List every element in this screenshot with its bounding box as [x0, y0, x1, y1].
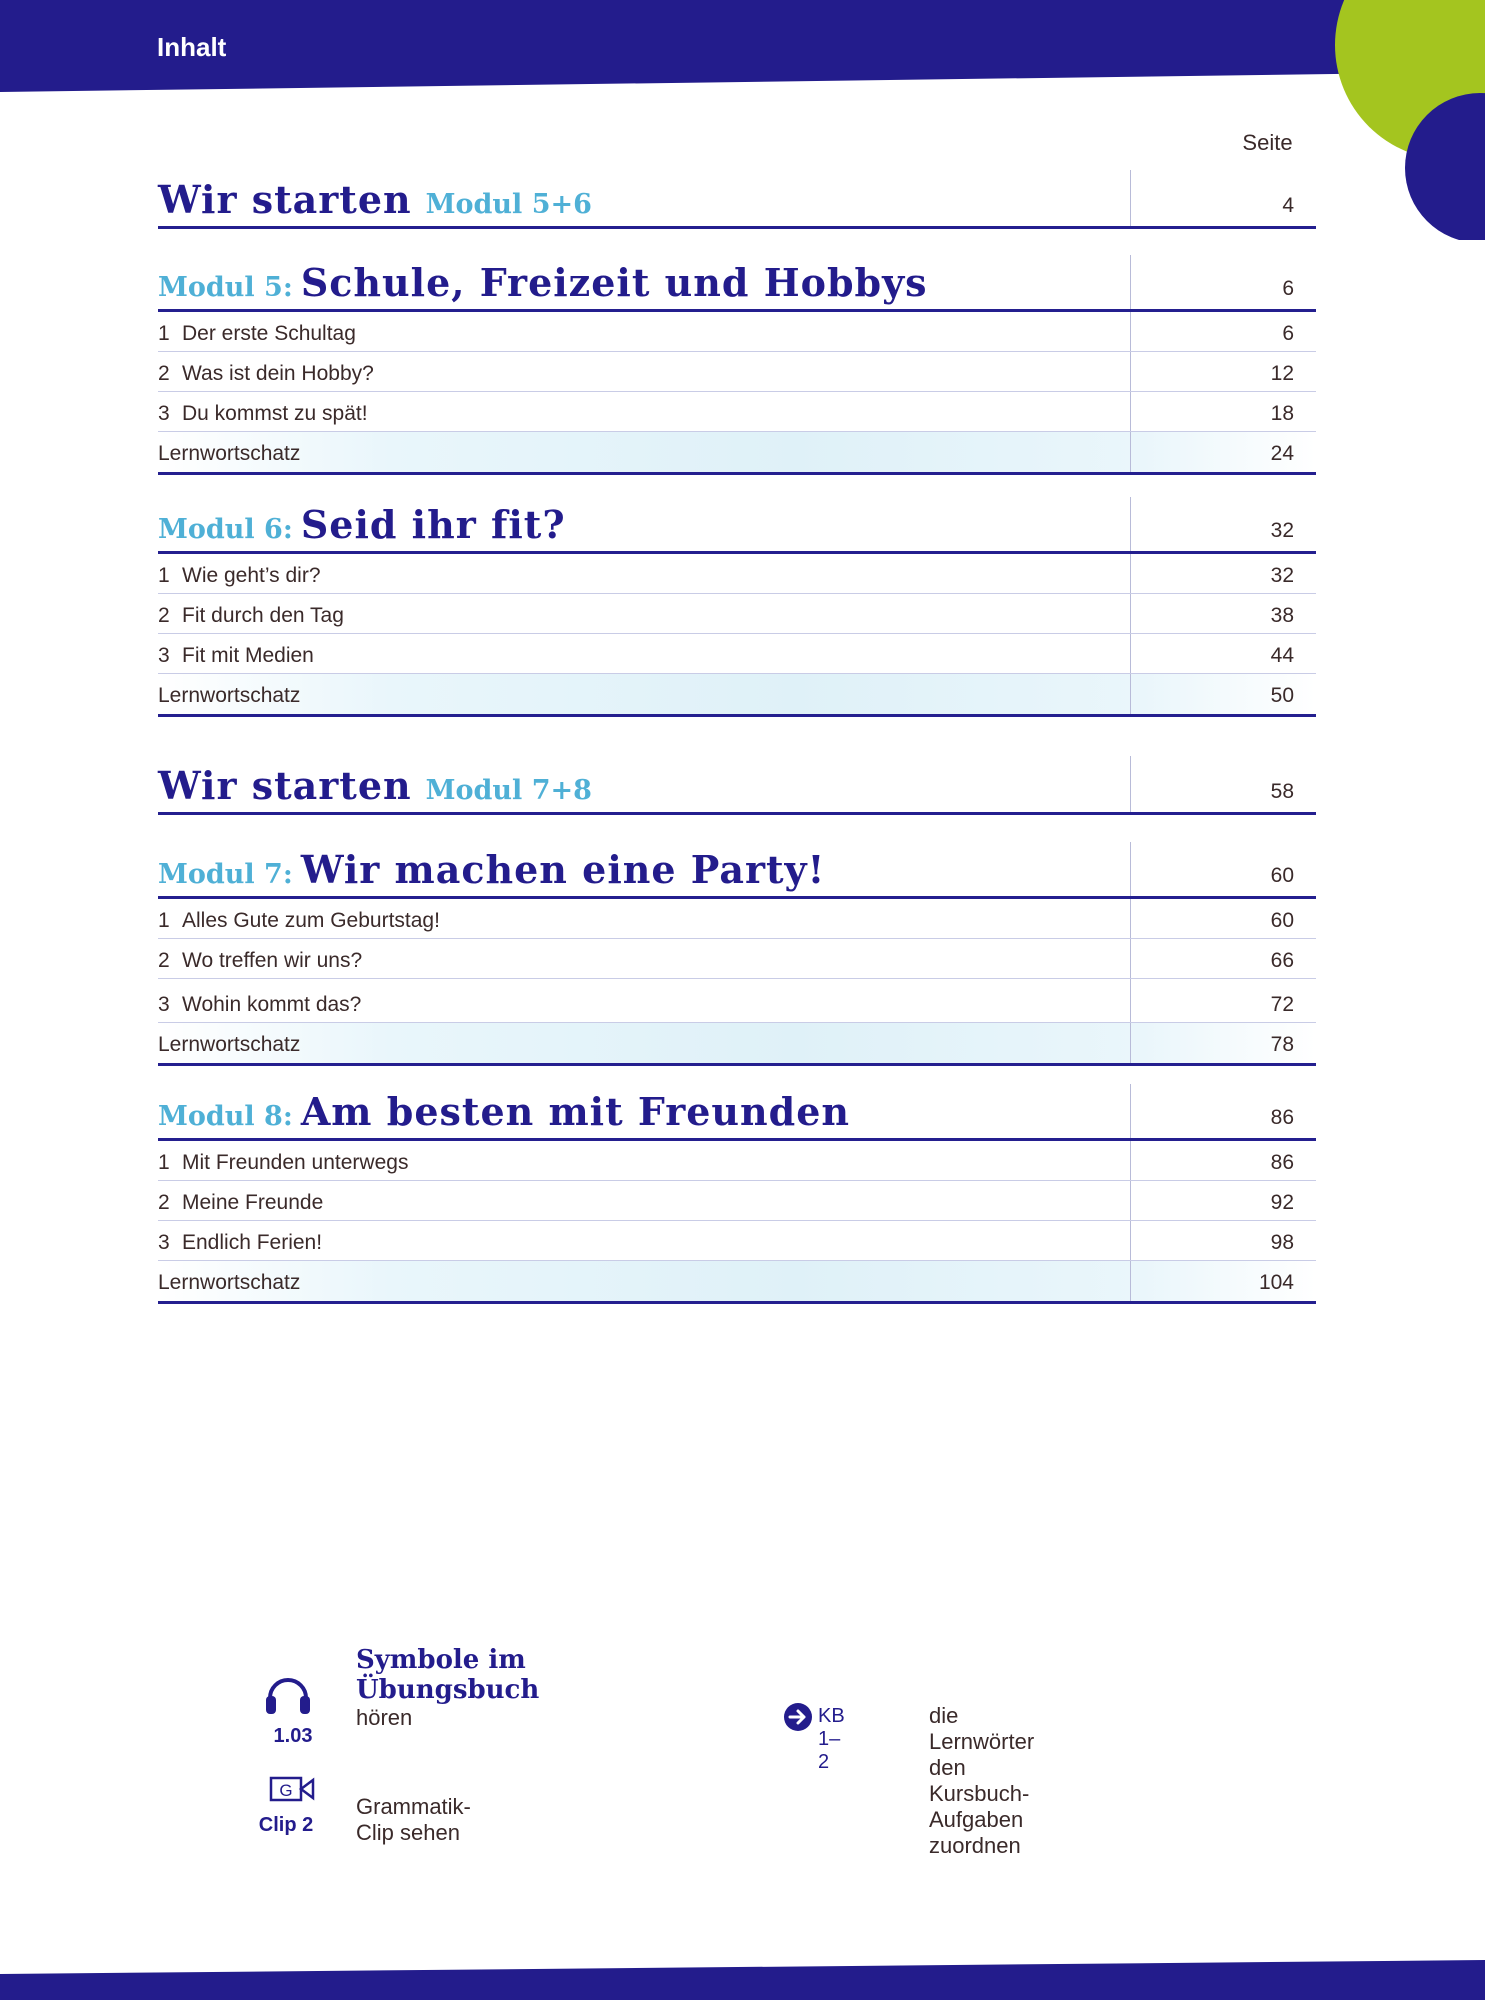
toc-heading-row[interactable]: [158, 1084, 1316, 1141]
item-label: Was ist dein Hobby?: [182, 362, 374, 385]
toc-heading-row[interactable]: [158, 756, 1316, 815]
toc-section-modul-7: [158, 842, 1316, 1066]
section-title: Wir starten: [158, 177, 412, 222]
toc-heading-row[interactable]: [158, 255, 1316, 312]
module-title: Schule, Freizeit und Hobbys: [300, 260, 928, 305]
toc-item[interactable]: [158, 554, 1316, 594]
module-title: Am besten mit Freunden: [300, 1089, 851, 1134]
section-subtitle: Modul 5+6: [425, 189, 592, 220]
arrow-circle-icon: [783, 1702, 813, 1737]
kb-description: [929, 1703, 1034, 1859]
page-number: 104: [1130, 1261, 1316, 1301]
module-prefix: Modul 5:: [158, 272, 293, 303]
toc-item[interactable]: [158, 352, 1316, 392]
toc-section-modul-6: [158, 497, 1316, 717]
page-column-label: Seite: [1242, 130, 1293, 155]
toc-heading-row[interactable]: [158, 842, 1316, 899]
item-number: 2: [158, 949, 170, 972]
item-label: Fit durch den Tag: [182, 604, 344, 627]
toc-vocab-row[interactable]: [158, 1261, 1316, 1304]
toc-vocab-row[interactable]: [158, 432, 1316, 475]
page-number: 24: [1130, 432, 1316, 472]
toc-section-wir-starten-7-8: [158, 756, 1316, 815]
toc-section-modul-5: [158, 255, 1316, 475]
page-number: 38: [1130, 594, 1316, 633]
toc-vocab-row[interactable]: [158, 674, 1316, 717]
headphones-icon: [262, 1676, 314, 1721]
page-number: 92: [1130, 1181, 1316, 1220]
item-label: Wie geht’s dir?: [182, 564, 321, 587]
item-label: Alles Gute zum Geburtstag!: [182, 909, 440, 932]
toc-section-wir-starten-5-6: [158, 170, 1316, 229]
page-number: 6: [1130, 312, 1316, 351]
kb-description-line: die Lernwörter den Kursbuch-: [929, 1703, 1035, 1806]
audio-track-code: 1.03: [273, 1725, 313, 1747]
module-title: Wir machen eine Party!: [300, 847, 826, 892]
item-label: Fit mit Medien: [182, 644, 314, 667]
item-number: 1: [158, 564, 170, 587]
page-number: 60: [1130, 842, 1316, 896]
page-number: 50: [1130, 674, 1316, 714]
page-number: 18: [1130, 392, 1316, 431]
page-number: 6: [1130, 255, 1316, 309]
page-number: 78: [1130, 1023, 1316, 1063]
item-label: Der erste Schultag: [182, 322, 356, 345]
toc-item[interactable]: [158, 1181, 1316, 1221]
item-label: Mit Freunden unterwegs: [182, 1151, 409, 1174]
item-number: 1: [158, 1151, 170, 1174]
toc-section-modul-8: [158, 1084, 1316, 1304]
toc-item[interactable]: [158, 1221, 1316, 1261]
vocab-label: Lernwortschatz: [158, 1033, 301, 1056]
page-number: 32: [1130, 497, 1316, 551]
page-number: 60: [1130, 899, 1316, 938]
item-number: 1: [158, 322, 170, 345]
page-number: 12: [1130, 352, 1316, 391]
page-number: 86: [1130, 1141, 1316, 1180]
kb-description-line: Aufgaben zuordnen: [929, 1807, 1024, 1858]
toc-item[interactable]: [158, 392, 1316, 432]
footer-band: [0, 1960, 1485, 2000]
clip-icon-letter: G: [279, 1781, 293, 1800]
item-number: 3: [158, 644, 170, 667]
video-camera-icon: [269, 1775, 315, 1808]
page-number: 32: [1130, 554, 1316, 593]
legend-title: Symbole im Übungsbuch: [356, 1645, 540, 1705]
item-number: 2: [158, 1191, 170, 1214]
module-prefix: Modul 7:: [158, 859, 293, 890]
item-number: 3: [158, 402, 170, 425]
item-label: Wohin kommt das?: [182, 993, 362, 1016]
section-subtitle: Modul 7+8: [425, 775, 592, 806]
toc-vocab-row[interactable]: [158, 1023, 1316, 1066]
section-title: Wir starten: [158, 763, 412, 808]
item-number: 3: [158, 1231, 170, 1254]
page-number: 72: [1130, 979, 1316, 1022]
item-label: Meine Freunde: [182, 1191, 324, 1214]
toc-item[interactable]: [158, 634, 1316, 674]
audio-description: hören: [356, 1705, 413, 1730]
toc-heading-row[interactable]: [158, 170, 1316, 229]
toc-item[interactable]: [158, 899, 1316, 939]
item-number: 3: [158, 993, 170, 1016]
kb-reference-code: KB 1–2: [818, 1705, 845, 1773]
toc-item[interactable]: [158, 312, 1316, 352]
module-prefix: Modul 6:: [158, 514, 293, 545]
page-number: 44: [1130, 634, 1316, 673]
toc-item[interactable]: [158, 939, 1316, 979]
page-number: 4: [1130, 170, 1316, 226]
page-number: 86: [1130, 1084, 1316, 1138]
item-label: Endlich Ferien!: [182, 1231, 323, 1254]
page-header-title: Inhalt: [157, 32, 227, 62]
page-number: 66: [1130, 939, 1316, 978]
clip-code: Clip 2: [258, 1814, 314, 1836]
toc-item[interactable]: [158, 594, 1316, 634]
toc-item[interactable]: [158, 1141, 1316, 1181]
vocab-label: Lernwortschatz: [158, 1271, 301, 1294]
module-prefix: Modul 8:: [158, 1101, 293, 1132]
vocab-label: Lernwortschatz: [158, 684, 301, 707]
item-number: 1: [158, 909, 170, 932]
item-label: Du kommst zu spät!: [182, 402, 368, 425]
clip-description: Grammatik-Clip sehen: [356, 1794, 471, 1845]
module-title: Seid ihr fit?: [300, 502, 566, 547]
item-label: Wo treffen wir uns?: [182, 949, 363, 972]
vocab-label: Lernwortschatz: [158, 442, 301, 465]
toc-heading-row[interactable]: [158, 497, 1316, 554]
item-number: 2: [158, 362, 170, 385]
toc-item[interactable]: [158, 979, 1316, 1023]
page-number: 98: [1130, 1221, 1316, 1260]
item-number: 2: [158, 604, 170, 627]
page-number: 58: [1130, 756, 1316, 812]
